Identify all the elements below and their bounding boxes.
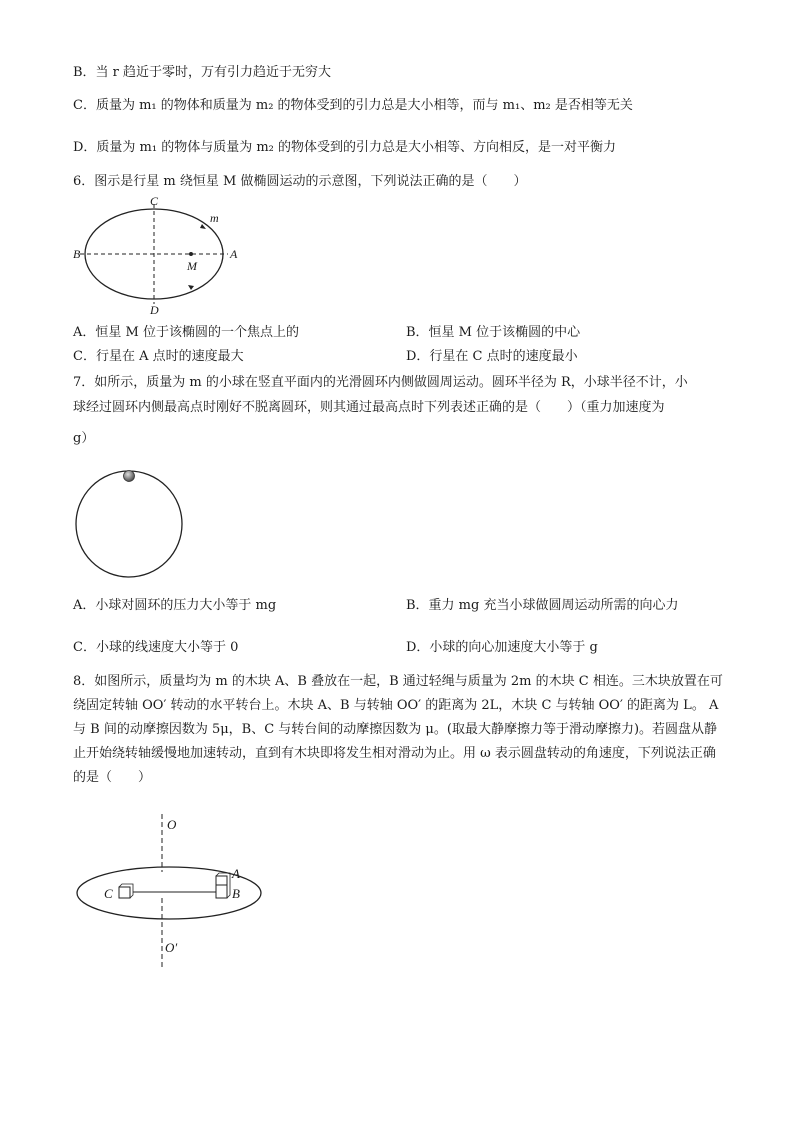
label-a: A — [230, 247, 238, 261]
ring-circle — [76, 471, 182, 577]
q7-option-b: B．重力 mg 充当小球做圆周运动所需的向心力 — [406, 598, 679, 613]
q8-turntable-figure — [72, 812, 272, 972]
label-d: D — [150, 303, 159, 316]
label-c-block: C — [104, 886, 113, 901]
label-c: C — [150, 194, 159, 208]
star-m-dot — [189, 252, 193, 256]
block-b — [216, 885, 227, 898]
q7-option-c: C．小球的线速度大小等于 0 — [73, 640, 239, 655]
q6-option-a: A．恒星 M 位于该椭圆的一个焦点上的 — [73, 325, 299, 340]
label-o-prime: O′ — [165, 940, 178, 955]
q5-option-b: B．当 r 趋近于零时，万有引力趋近于无穷大 — [73, 65, 332, 80]
label-b: B — [73, 247, 81, 261]
q5-option-c: C．质量为 m₁ 的物体和质量为 m₂ 的物体受到的引力总是大小相等，而与 m₁、m₂ 是否相等无关 — [73, 98, 633, 113]
label-m: m — [210, 211, 219, 225]
q8-stem: 8．如图所示，质量均为 m 的木块 A、B 叠放在一起，B 通过轻绳与质量为 2m 的木块 C 相连。三木块放置在可绕固定转轴 OO′ 转动的水平转台上。木块 A、B 与转轴 OO′ 的距离为 2L，木块 C 与转轴 OO′ 的距离为 L。 A 与 B 间的动摩擦因数为 5μ，B、C 与转台间的动摩擦因数为 μ。(取最大静摩擦力等于滑动摩擦力)。若圆盘从静止开始绕转轴缓慢地加速转动，直到有木块即将发生相对滑动为止。用 ω 表示圆盘转动的角速度，下列说法正确的是（ ） — [73, 674, 723, 785]
q7-stem-line3: g） — [73, 431, 95, 446]
label-b-block: B — [232, 886, 240, 901]
label-a-block: A — [232, 866, 240, 881]
q6-option-b: B．恒星 M 位于该椭圆的中心 — [406, 325, 581, 340]
q7-stem-line2: 球经过圆环内侧最高点时刚好不脱离圆环，则其通过最高点时下列表述正确的是（ ）（重力加速度为 — [73, 400, 665, 415]
q7-option-a: A．小球对圆环的压力大小等于 mg — [73, 598, 277, 613]
block-a — [216, 876, 227, 885]
block-c — [119, 887, 130, 898]
q7-option-d: D．小球的向心加速度大小等于 g — [406, 640, 598, 655]
q6-ellipse-figure — [70, 192, 250, 316]
orbit-arrow-bottom — [188, 285, 194, 290]
q6-stem: 6．图示是行星 m 绕恒星 M 做椭圆运动的示意图，下列说法正确的是（ ） — [73, 174, 527, 189]
label-o: O — [167, 817, 177, 832]
q6-option-d: D．行星在 C 点时的速度最小 — [406, 349, 578, 364]
q6-option-c: C．行星在 A 点时的速度最大 — [73, 349, 244, 364]
q7-stem-line1: 7．如所示，质量为 m 的小球在竖直平面内的光滑圆环内侧做圆周运动。圆环半径为 R，小球半径不计，小 — [73, 375, 688, 390]
q5-option-d: D．质量为 m₁ 的物体与质量为 m₂ 的物体受到的引力总是大小相等、方向相反，是一对平衡力 — [73, 140, 617, 155]
label-star-M: M — [187, 259, 197, 273]
orbit-arrow-top — [200, 224, 206, 229]
small-ball — [124, 471, 135, 482]
q7-ring-figure — [72, 464, 188, 580]
